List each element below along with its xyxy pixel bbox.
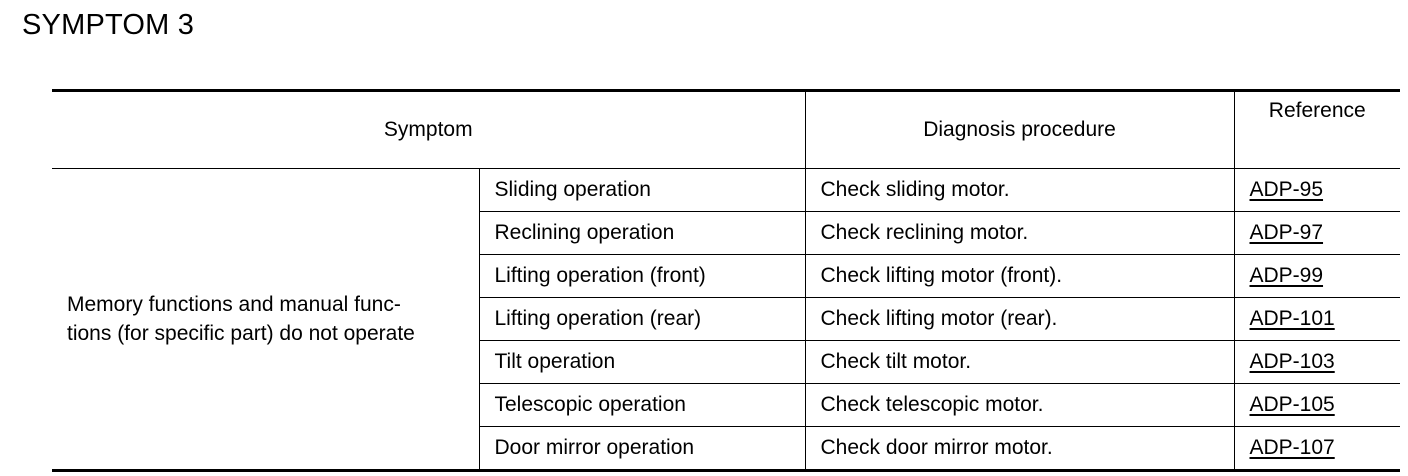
operation-cell: Sliding operation bbox=[479, 169, 805, 212]
reference-cell bbox=[1234, 169, 1400, 212]
procedure-cell: Check lifting motor (rear). bbox=[805, 298, 1234, 341]
reference-cell bbox=[1234, 384, 1400, 427]
reference-cell bbox=[1234, 298, 1400, 341]
operation-cell: Lifting operation (front) bbox=[479, 255, 805, 298]
procedure-cell: Check telescopic motor. bbox=[805, 384, 1234, 427]
reference-cell bbox=[1234, 341, 1400, 384]
operation-cell: Reclining operation bbox=[479, 212, 805, 255]
procedure-cell: Check tilt motor. bbox=[805, 341, 1234, 384]
header-symptom: Symptom bbox=[52, 91, 805, 169]
table-row bbox=[52, 169, 1400, 212]
symptom-line-1: Memory functions and manual func- bbox=[67, 293, 401, 316]
reference-link[interactable]: ADP-99 bbox=[1249, 264, 1324, 287]
reference-link[interactable]: ADP-97 bbox=[1249, 221, 1324, 244]
table-header-row bbox=[52, 91, 1400, 169]
reference-cell bbox=[1234, 255, 1400, 298]
symptom-line-2: tions (for specific part) do not operate bbox=[67, 322, 415, 345]
operation-cell: Tilt operation bbox=[479, 341, 805, 384]
operation-cell: Telescopic operation bbox=[479, 384, 805, 427]
reference-link[interactable]: ADP-95 bbox=[1249, 178, 1324, 201]
page-title: SYMPTOM 3 bbox=[22, 9, 195, 41]
reference-link[interactable]: ADP-103 bbox=[1249, 350, 1335, 373]
symptom-table bbox=[52, 89, 1400, 472]
procedure-cell: Check door mirror motor. bbox=[805, 427, 1234, 471]
header-reference: Reference bbox=[1234, 91, 1400, 169]
header-diagnosis: Diagnosis procedure bbox=[805, 91, 1234, 169]
reference-link[interactable]: ADP-105 bbox=[1249, 393, 1335, 416]
operation-cell: Lifting operation (rear) bbox=[479, 298, 805, 341]
symptom-description bbox=[52, 169, 479, 471]
reference-cell bbox=[1234, 427, 1400, 471]
procedure-cell: Check lifting motor (front). bbox=[805, 255, 1234, 298]
procedure-cell: Check reclining motor. bbox=[805, 212, 1234, 255]
reference-link[interactable]: ADP-101 bbox=[1249, 307, 1335, 330]
reference-cell bbox=[1234, 212, 1400, 255]
procedure-cell: Check sliding motor. bbox=[805, 169, 1234, 212]
reference-link[interactable]: ADP-107 bbox=[1249, 436, 1335, 459]
operation-cell: Door mirror operation bbox=[479, 427, 805, 471]
